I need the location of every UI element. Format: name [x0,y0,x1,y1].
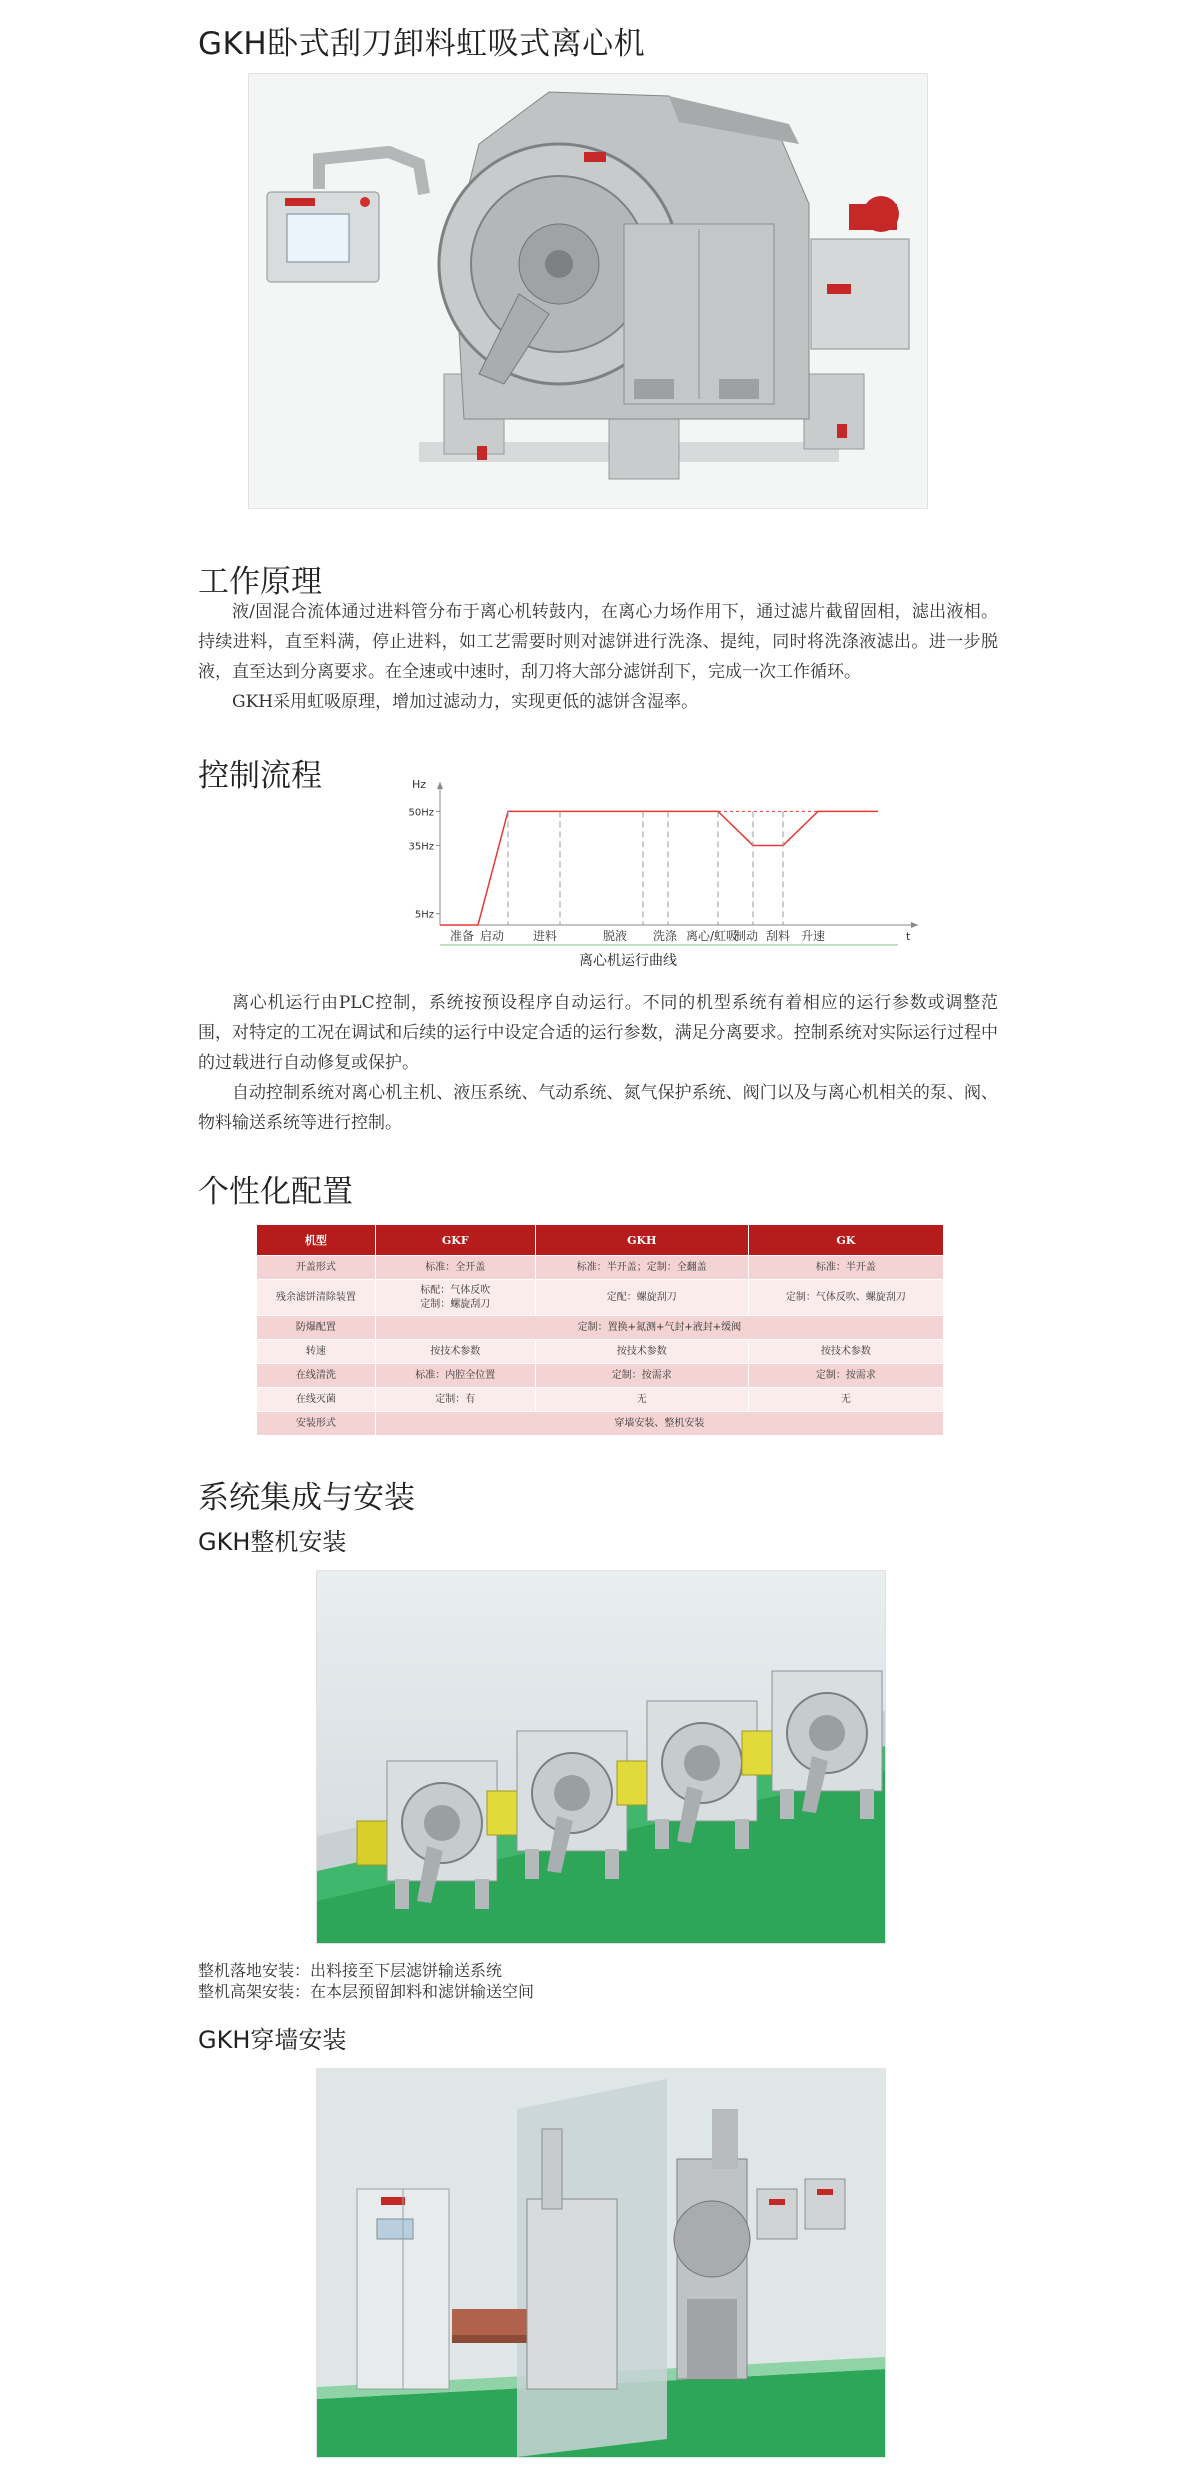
table-cell: 无 [535,1388,748,1412]
table-cell: 定制：置换+氮测+气封+液封+缓阀 [375,1316,943,1340]
y-tick-label: 5Hz [414,909,434,921]
table-row [257,1316,944,1340]
table-row-label: 防爆配置 [257,1316,376,1340]
table-row [257,1280,944,1316]
table-cell: 定制：有 [375,1388,535,1412]
subsection-title-full-install: GKH整机安装 [198,1528,347,1556]
x-axis-arrow [911,922,918,928]
table-row-label: 转速 [257,1340,376,1364]
phase-label: 刮料 [766,929,791,943]
install-note-elevated: 整机高架安装：在本层预留卸料和滤饼输送空间 [198,1982,535,2001]
table-cell: 穿墙安装、整机安装 [375,1412,943,1436]
control-text [198,988,998,1138]
y-axis-label: Hz [412,778,427,791]
y-tick-label: 35Hz [408,841,434,853]
control-paragraph-2: 自动控制系统对离心机主机、液压系统、气动系统、氮气保护系统、阀门以及与离心机相关的泵、阀、物料输送系统等进行控制。 [198,1083,998,1133]
table-cell: 按技术参数 [535,1340,748,1364]
table-cell: 标准：全开盖 [375,1256,535,1280]
y-axis-arrow [437,782,443,789]
table-row [257,1340,944,1364]
table-row-label: 在线清洗 [257,1364,376,1388]
table-row [257,1412,944,1436]
control-paragraph-1: 离心机运行由PLC控制，系统按预设程序自动运行。不同的机型系统有着相应的运行参数或调整范围，对特定的工况在调试和后续的运行中设定合适的运行参数，满足分离要求。控制系统对实际运行过程中的过载进行自动修复或保护。 [198,993,998,1073]
phase-label: 洗涤 [653,929,678,943]
install-notes [198,1960,534,2002]
table-cell: 按技术参数 [375,1340,535,1364]
table-cell: 定配：螺旋刮刀 [535,1280,748,1316]
wall-install-image [316,2068,886,2458]
series-main-line [440,811,878,925]
table-cell: 标准：半开盖 [748,1256,943,1280]
principle-paragraph-1: 液/固混合流体通过进料管分布于离心机转鼓内，在离心力场作用下，通过滤片截留固相，滤出液相。持续进料，直至料满，停止进料，如工艺需要时则对滤饼进行洗涤、提纯，同时将洗涤液滤出。进一步脱液，直至达到分离要求。在全速或中速时，刮刀将大部分滤饼刮下，完成一次工作循环。 [198,602,998,682]
table-header-cell: GKF [375,1225,535,1256]
section-title-control: 控制流程 [198,758,322,794]
section-title-install: 系统集成与安装 [198,1480,415,1516]
phase-label: 脱液 [603,929,628,943]
table-header-row [257,1225,944,1256]
phase-label: 准备 [450,929,475,943]
table-cell: 按技术参数 [748,1340,943,1364]
phase-label: 制动 [734,929,759,943]
table-cell: 标配：气体反吹 定制：螺旋刮刀 [375,1280,535,1316]
table-cell: 定制：气体反吹、螺旋刮刀 [748,1280,943,1316]
phase-label: 进料 [533,929,558,943]
table-row [257,1388,944,1412]
table-row-label: 安装形式 [257,1412,376,1436]
table-row-label: 残余滤饼清除装置 [257,1280,376,1316]
running-curve-chart [398,760,958,985]
table-row [257,1256,944,1280]
table-cell: 定制：按需求 [535,1364,748,1388]
y-tick-label: 50Hz [408,807,434,819]
centrifuge-product-image [248,73,928,509]
table-row [257,1364,944,1388]
principle-text [198,597,998,717]
table-cell: 标准：半开盖；定制：全翻盖 [535,1256,748,1280]
install-note-floor: 整机落地安装：出料接至下层滤饼输送系统 [198,1961,503,1980]
phase-label: 离心/虹吸 [686,929,739,943]
principle-paragraph-2: GKH采用虹吸原理，增加过滤动力，实现更低的滤饼含湿率。 [232,692,699,712]
x-axis-end-label: t [906,930,911,943]
config-table-wrapper [256,1224,944,1436]
table-header-cell: GKH [535,1225,748,1256]
section-title-config: 个性化配置 [198,1174,353,1210]
table-header-cell: GK [748,1225,943,1256]
phase-label: 升速 [801,929,826,943]
full-machine-install-image [316,1570,886,1944]
config-table [256,1224,944,1436]
phase-label: 启动 [480,929,505,943]
table-cell: 无 [748,1388,943,1412]
page-title: GKH卧式刮刀卸料虹吸式离心机 [198,26,646,62]
table-row-label: 开盖形式 [257,1256,376,1280]
table-row-label: 在线灭菌 [257,1388,376,1412]
table-header-cell: 机型 [257,1225,376,1256]
chart-title: 离心机运行曲线 [579,953,677,969]
subsection-title-wall-install: GKH穿墙安装 [198,2026,347,2054]
table-cell: 定制：按需求 [748,1364,943,1388]
section-title-principle: 工作原理 [198,564,322,600]
table-cell: 标准：内腔全位置 [375,1364,535,1388]
